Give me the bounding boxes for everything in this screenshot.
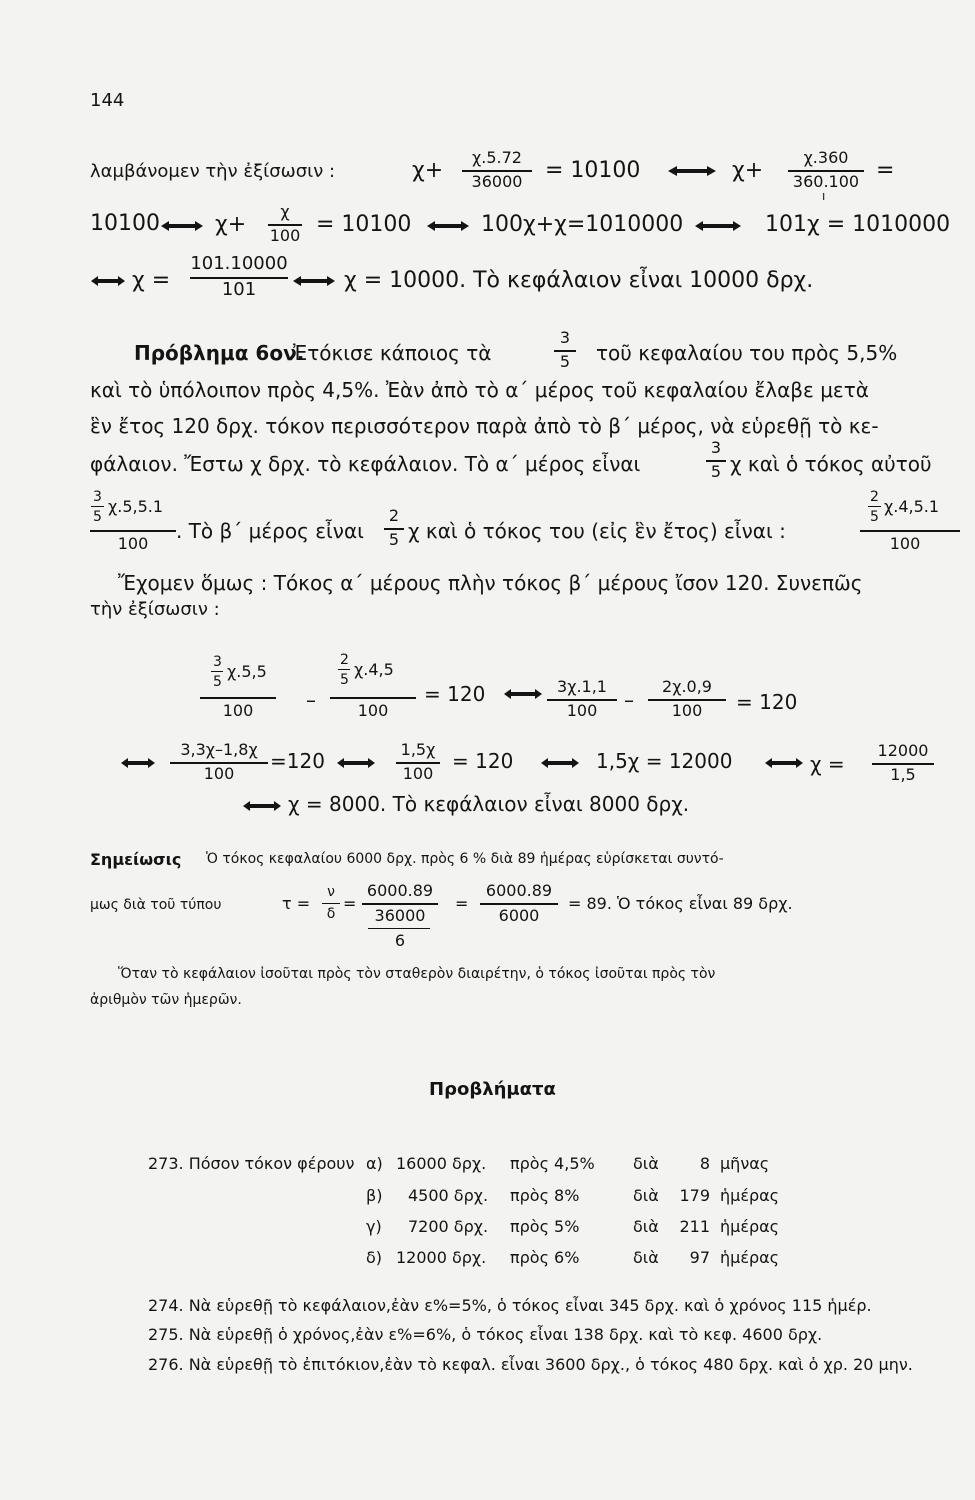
row-n: 97 (689, 1248, 710, 1267)
problem6-line2: καὶ τὸ ὑπόλοιπον πρὸς 4,5%. Ἐὰν ἀπὸ τὸ α΄ μέρος τοῦ κεφαλαίου ἔλαβε μετὰ (90, 378, 869, 402)
note-f1-den-bar (368, 928, 430, 929)
tokos2-small-den: 5 (870, 509, 879, 525)
problem-273-label: 273. Πόσον τόκον φέρουν (148, 1154, 355, 1173)
equivalence-arrow-icon (160, 221, 204, 231)
problem6-title: Πρόβλημα 6ον. (134, 341, 305, 365)
sol-c-num: 3χ.1,1 (557, 677, 607, 696)
sol-a-small-den: 5 (213, 674, 222, 690)
problem-276: 276. Νὰ εὑρεθῇ τὸ ἐπιτόκιον,ἐὰν τὸ κεφαλ. εἶναι 3600 δρχ., ὁ τόκος 480 δρχ. καὶ ὁ χρ. 20 μην. (148, 1355, 913, 1374)
eq1-frac1-num: χ.5.72 (472, 148, 522, 167)
note-f1-den: 36000 (374, 906, 426, 925)
eq2-frac-num: χ (280, 202, 290, 221)
note-delta: δ (326, 906, 336, 922)
sol-eq120c: =120 (270, 749, 325, 773)
note-line3: Ὅταν τὸ κεφάλαιον ἰσοῦται πρὸς τὸν σταθερὸν διαιρέτην, ὁ τόκος ἰσοῦται πρὸς τὸν (118, 966, 716, 982)
sol-final: χ = 8000. Τὸ κεφάλαιον εἶναι 8000 δρχ. (288, 792, 690, 816)
row-rate: πρὸς 5% (510, 1217, 580, 1236)
equivalence-arrow-icon (242, 801, 282, 811)
tokos1-den: 100 (117, 534, 149, 553)
row-letter: α) (366, 1154, 383, 1173)
eq3-frac-den: 101 (221, 279, 257, 300)
eq1-frac2-num: χ.360 (803, 148, 849, 167)
problem6-line5-den: 5 (388, 530, 400, 549)
note-f1-bar (362, 903, 438, 905)
eq1-frac2-den: 360.100 (792, 172, 860, 191)
row-unit: μῆνας (720, 1154, 770, 1173)
note-f2-num: 6000.89 (485, 881, 553, 900)
eq2-expr: 100χ+χ=1010000 (481, 212, 684, 237)
eq1-eq: = (876, 158, 895, 183)
sol-a-small-bar (211, 671, 223, 672)
sol-eq120b: = 120 (736, 690, 798, 714)
problem6-line5b: χ καὶ ὁ τόκος του (εἰς ἓν ἔτος) εἶναι : (408, 519, 786, 543)
problem-274: 274. Νὰ εὑρεθῇ τὸ κεφάλαιον,ἐὰν ε%=5%, ὁ τόκος εἶναι 345 δρχ. καὶ ὁ χρόνος 115 ἡμέρ. (148, 1296, 872, 1315)
tokos2-num: χ.4,5.1 (884, 497, 940, 516)
eq2-10100: 10100 (90, 211, 160, 236)
row-unit: ἡμέρας (720, 1217, 780, 1236)
problem6-frac-den: 5 (559, 352, 571, 371)
equivalence-arrow-icon (120, 758, 156, 768)
equivalence-arrow-icon (694, 221, 742, 231)
equivalence-arrow-icon (426, 221, 470, 231)
eq2-x-plus: χ+ (215, 212, 247, 237)
note-f1-num: 6000.89 (366, 881, 434, 900)
row-rate: πρὸς 8% (510, 1186, 580, 1205)
note-nu-bar (322, 903, 340, 904)
sol-eq120: = 120 (424, 682, 486, 706)
sol-e-num: 3,3χ–1,8χ (180, 740, 258, 759)
equivalence-arrow-icon (292, 276, 336, 286)
row-dia: διὰ (633, 1154, 659, 1173)
row-dia: διὰ (633, 1217, 659, 1236)
note-f1-den2: 6 (394, 931, 406, 950)
eq3-x-eq: χ = (132, 268, 171, 293)
row-n: 8 (699, 1154, 710, 1173)
sol-b-small-bar (338, 669, 350, 670)
eq2-frac-den: 100 (269, 226, 301, 245)
problem6-line5-num: 2 (388, 506, 400, 525)
problem6-line3: ἓν ἔτος 120 δρχ. τόκον περισσότερον παρὰ ἀπὸ τὸ β΄ μέρος, νὰ εὑρεθῇ τὸ κε- (90, 414, 879, 438)
equivalence-arrow-icon (503, 689, 543, 699)
problem6-line7: τὴν ἐξίσωσιν : (90, 599, 220, 620)
sol-minus: – (306, 688, 316, 712)
row-dia: διὰ (633, 1186, 659, 1205)
row-letter: β) (366, 1186, 383, 1205)
eq1-x-plus-2: χ+ (732, 158, 764, 183)
row-letter: δ) (366, 1248, 383, 1267)
sol-b-bar (330, 697, 416, 699)
equivalence-arrow-icon (336, 758, 376, 768)
note-line2b: = 89. Ὁ τόκος εἶναι 89 δρχ. (568, 894, 793, 913)
sol-f-den: 100 (402, 764, 434, 783)
row-amount: 4500 δρχ. (408, 1186, 489, 1205)
note-label: Σημείωσις (90, 850, 182, 869)
sol-a-num: χ.5,5 (227, 662, 267, 681)
equivalence-arrow-icon (667, 166, 717, 176)
row-amount: 12000 δρχ. (396, 1248, 487, 1267)
sol-b-den: 100 (357, 701, 389, 720)
sol-h-den: 1,5 (890, 765, 916, 784)
sol-a-den: 100 (222, 701, 254, 720)
tokos1-bar (90, 530, 176, 532)
row-amount: 7200 δρχ. (408, 1217, 489, 1236)
tokos2-den: 100 (889, 534, 921, 553)
row-n: 211 (679, 1217, 710, 1236)
row-rate: πρὸς 4,5% (510, 1154, 595, 1173)
row-n: 179 (679, 1186, 710, 1205)
sol-h-num: 12000 (877, 741, 929, 760)
note-eq-1: = (343, 894, 357, 913)
note-f2-bar (480, 903, 558, 905)
sol-a-bar (200, 697, 276, 699)
eq1-x-plus: χ+ (412, 158, 444, 183)
tokos1-num: χ.5,5.1 (108, 497, 164, 516)
page-number: 144 (90, 90, 125, 111)
note-eq-2: = (455, 894, 469, 913)
sol-eq120d: = 120 (452, 749, 514, 773)
sol-b-num: χ.4,5 (354, 660, 394, 679)
eq2-result: 101χ = 1010000 (765, 212, 951, 237)
sol-d-den: 100 (671, 701, 703, 720)
note-line2a: μως διὰ τοῦ τύπου (90, 897, 222, 913)
sol-c-den: 100 (566, 701, 598, 720)
problem6-line1a: Ἐτόκισε κάποιος τὰ (293, 341, 492, 365)
problem6-line4-den: 5 (710, 462, 722, 481)
problem6-line5a: . Τὸ β΄ μέρος εἶναι (176, 519, 364, 543)
tokos1-small-num: 3 (93, 489, 102, 505)
problem6-line4b: χ καὶ ὁ τόκος αὐτοῦ (730, 452, 932, 476)
eq1-frac1-den: 36000 (471, 172, 523, 191)
row-unit: ἡμέρας (720, 1186, 780, 1205)
equivalence-arrow-icon (764, 758, 804, 768)
sol-d-num: 2χ.0,9 (662, 677, 712, 696)
eq1-intro: λαμβάνομεν τὴν ἐξίσωσιν : (90, 161, 336, 182)
problem6-frac-num: 3 (559, 328, 571, 347)
tokos1-small-bar (91, 506, 104, 507)
sol-a-small-num: 3 (213, 654, 222, 670)
tokos2-small-num: 2 (870, 489, 879, 505)
problem6-line1b: τοῦ κεφαλαίου του πρὸς 5,5% (596, 341, 898, 365)
problems-heading: Προβλήματα (429, 1079, 556, 1100)
sol-e-den: 100 (203, 764, 235, 783)
problem6-line4a: φάλαιον. Ἔστω χ δρχ. τὸ κεφάλαιον. Τὸ α΄ μέρος εἶναι (90, 452, 641, 476)
eq3-result: χ = 10000. Τὸ κεφάλαιον εἶναι 10000 δρχ. (344, 268, 814, 293)
sol-g: 1,5χ = 12000 (596, 749, 733, 773)
row-letter: γ) (366, 1217, 382, 1236)
sol-f-num: 1,5χ (400, 740, 436, 759)
tokos2-bar (860, 530, 960, 532)
equivalence-arrow-icon (540, 758, 580, 768)
tokos2-small-bar (868, 506, 881, 507)
problem-275: 275. Νὰ εὑρεθῇ ὁ χρόνος,ἐὰν ε%=6%, ὁ τόκος εἶναι 138 δρχ. καὶ τὸ κεφ. 4600 δρχ. (148, 1325, 823, 1344)
equivalence-arrow-icon (90, 276, 126, 286)
tokos1-small-den: 5 (93, 509, 102, 525)
eq2-mid: = 10100 (316, 212, 412, 237)
note-line1: Ὁ τόκος κεφαλαίου 6000 δρχ. πρὸς 6 % διὰ 89 ἡμέρας εὑρίσκεται συντό- (206, 851, 724, 867)
sol-x-eq: χ = (810, 752, 845, 776)
note-tau: τ = (282, 894, 311, 913)
note-line4: ἀριθμὸν τῶν ἡμερῶν. (90, 992, 242, 1008)
eq3-frac-num: 101.10000 (190, 253, 288, 274)
row-rate: πρὸς 6% (510, 1248, 580, 1267)
row-amount: 16000 δρχ. (396, 1154, 487, 1173)
problem6-line6: Ἔχομεν ὅμως : Τόκος α΄ μέρους πλὴν τόκος β΄ μέρους ἴσον 120. Συνεπῶς (118, 571, 863, 595)
row-unit: ἡμέρας (720, 1248, 780, 1267)
eq1-eq-10100: = 10100 (545, 158, 641, 183)
eq1-mark: ı (822, 189, 826, 203)
note-f2-den: 6000 (498, 906, 540, 925)
sol-minus-2: – (624, 688, 634, 712)
problem6-line4-num: 3 (710, 438, 722, 457)
row-dia: διὰ (633, 1248, 659, 1267)
sol-b-small-den: 5 (340, 672, 349, 688)
sol-b-small-num: 2 (340, 652, 349, 668)
note-nu: ν (327, 884, 335, 900)
